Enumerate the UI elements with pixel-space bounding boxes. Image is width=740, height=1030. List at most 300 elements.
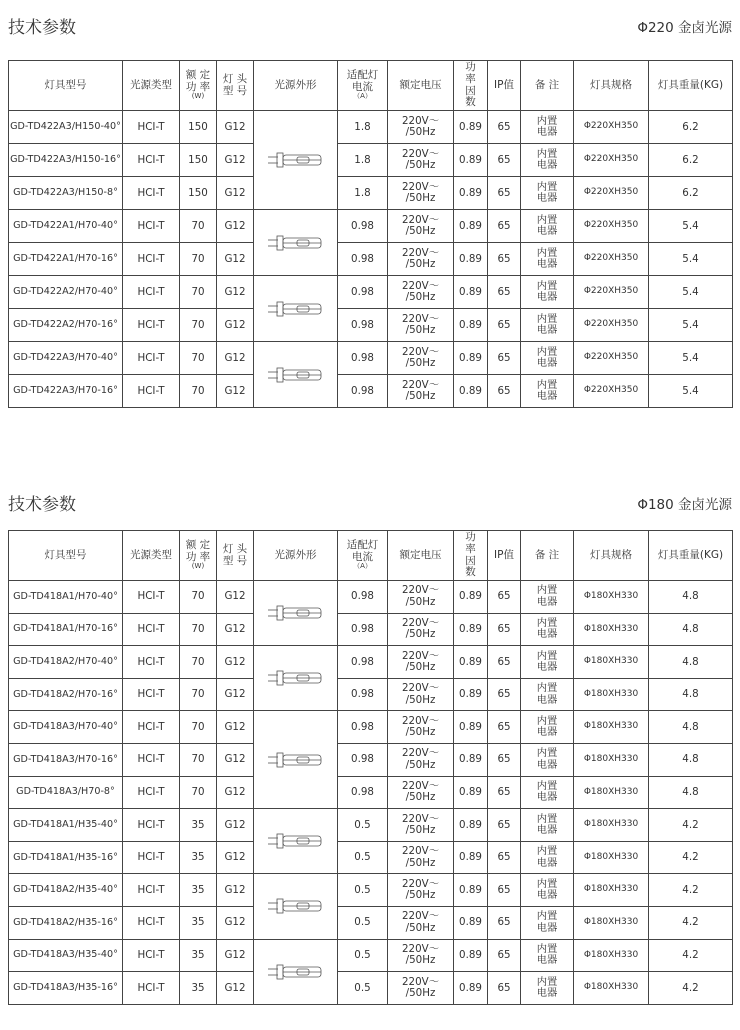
section-2-title: 技术参数 xyxy=(8,495,76,515)
cell-power-value: 70 xyxy=(191,351,205,364)
cell-source-type-value: HCI-T xyxy=(137,753,165,766)
cell-note-value: 内置 电器 xyxy=(536,378,558,402)
cell-model xyxy=(9,711,123,744)
cell-current xyxy=(338,711,388,744)
header-power-factor xyxy=(454,531,488,581)
header-base-label: 灯 头 型 号 xyxy=(222,72,248,97)
cell-base xyxy=(217,841,254,874)
cell-base-value: G12 xyxy=(224,120,246,133)
cell-current xyxy=(338,678,388,711)
cell-dimension xyxy=(574,276,649,309)
cell-power xyxy=(180,243,217,276)
cell-voltage xyxy=(388,711,454,744)
header-base-label: 灯 头 型 号 xyxy=(222,542,248,567)
cell-base-value: G12 xyxy=(224,655,246,668)
cell-model-value: GD-TD418A1/H70-40° xyxy=(13,590,118,602)
header-note xyxy=(521,61,574,111)
cell-model-value: GD-TD418A1/H70-16° xyxy=(13,623,118,635)
cell-weight xyxy=(649,743,733,776)
cell-power-factor-value: 0.89 xyxy=(459,622,482,635)
table-row xyxy=(9,613,733,646)
cell-current xyxy=(338,144,388,177)
cell-note-value: 内置 电器 xyxy=(536,812,558,836)
cell-power-factor xyxy=(454,177,488,210)
cell-dimension-value: Φ220XH350 xyxy=(583,121,639,132)
cell-source-type xyxy=(123,177,180,210)
cell-weight-value: 4.2 xyxy=(682,981,699,994)
cell-power-value: 70 xyxy=(191,318,205,331)
cell-power-value: 70 xyxy=(191,590,205,603)
spec-table-1 xyxy=(8,60,733,408)
cell-source-type-value: HCI-T xyxy=(137,818,165,831)
cell-weight-value: 4.8 xyxy=(682,720,699,733)
cell-voltage-value: 220V～ /50Hz xyxy=(402,812,439,836)
cell-model-value: GD-TD422A1/H70-16° xyxy=(13,252,118,264)
cell-note xyxy=(521,906,574,939)
cell-note xyxy=(521,309,574,342)
cell-note xyxy=(521,111,574,144)
cell-source-type xyxy=(123,375,180,408)
cell-source-type-value: HCI-T xyxy=(137,590,165,603)
cell-power xyxy=(180,309,217,342)
cell-current-value: 0.5 xyxy=(354,883,371,896)
cell-model xyxy=(9,841,123,874)
cell-power-value: 70 xyxy=(191,720,205,733)
cell-voltage xyxy=(388,243,454,276)
cell-ip xyxy=(488,841,521,874)
cell-current-value: 0.98 xyxy=(351,285,374,298)
cell-dimension xyxy=(574,678,649,711)
cell-source-type xyxy=(123,678,180,711)
cell-power-value: 70 xyxy=(191,219,205,232)
cell-power-factor xyxy=(454,776,488,809)
cell-weight-value: 5.4 xyxy=(682,351,699,364)
cell-model-value: GD-TD422A3/H70-16° xyxy=(13,384,118,396)
cell-power-factor-value: 0.89 xyxy=(459,219,482,232)
cell-ip xyxy=(488,309,521,342)
cell-weight-value: 4.2 xyxy=(682,818,699,831)
header-current-unit: （A） xyxy=(353,92,372,101)
cell-current xyxy=(338,646,388,679)
cell-note-value: 内置 电器 xyxy=(536,682,558,706)
cell-voltage-value: 220V～ /50Hz xyxy=(402,975,439,999)
cell-note-value: 内置 电器 xyxy=(536,877,558,902)
cell-power-factor xyxy=(454,874,488,907)
cell-power-factor xyxy=(454,111,488,144)
cell-source-type xyxy=(123,711,180,744)
spec-table-2 xyxy=(8,530,733,1005)
cell-dimension xyxy=(574,210,649,243)
cell-voltage-value: 220V～ /50Hz xyxy=(402,780,439,804)
cell-base-value: G12 xyxy=(224,688,246,701)
header-model xyxy=(9,61,123,111)
cell-note xyxy=(521,646,574,679)
cell-source-type-value: HCI-T xyxy=(137,981,165,994)
cell-power-value: 70 xyxy=(191,753,205,766)
cell-current xyxy=(338,210,388,243)
cell-voltage-value: 220V～ /50Hz xyxy=(402,180,439,204)
cell-power-factor xyxy=(454,309,488,342)
cell-model xyxy=(9,743,123,776)
header-current-unit: （A） xyxy=(353,562,372,571)
cell-current xyxy=(338,906,388,939)
cell-note xyxy=(521,711,574,744)
cell-source-type xyxy=(123,111,180,144)
cell-source-type xyxy=(123,809,180,842)
cell-model-value: GD-TD422A3/H150-16° xyxy=(10,153,121,165)
cell-ip-value: 65 xyxy=(497,120,511,133)
cell-lamp-shape xyxy=(254,111,338,210)
cell-power xyxy=(180,874,217,907)
cell-weight-value: 5.4 xyxy=(682,219,699,232)
cell-weight xyxy=(649,210,733,243)
cell-voltage-value: 220V～ /50Hz xyxy=(402,617,439,641)
cell-dimension xyxy=(574,342,649,375)
cell-base-value: G12 xyxy=(224,916,246,929)
cell-power-factor-value: 0.89 xyxy=(459,753,482,766)
cell-model xyxy=(9,581,123,614)
cell-voltage-value: 220V～ /50Hz xyxy=(402,246,439,270)
cell-lamp-shape xyxy=(254,939,338,1004)
cell-model-value: GD-TD418A2/H35-40° xyxy=(13,884,118,896)
cell-weight xyxy=(649,375,733,408)
cell-voltage-value: 220V～ /50Hz xyxy=(402,682,439,706)
cell-power xyxy=(180,678,217,711)
cell-power-value: 70 xyxy=(191,622,205,635)
cell-current-value: 0.98 xyxy=(351,252,374,265)
cell-source-type-value: HCI-T xyxy=(137,318,165,331)
cell-voltage-value: 220V～ /50Hz xyxy=(402,279,439,303)
cell-voltage-value: 220V～ /50Hz xyxy=(402,147,439,171)
cell-weight xyxy=(649,906,733,939)
cell-power-factor xyxy=(454,711,488,744)
cell-ip-value: 65 xyxy=(497,916,511,929)
cell-power-factor xyxy=(454,613,488,646)
cell-current-value: 0.98 xyxy=(351,785,374,798)
cell-current-value: 1.8 xyxy=(354,120,371,133)
cell-base xyxy=(217,743,254,776)
cell-lamp-shape xyxy=(254,711,338,809)
cell-power-factor-value: 0.89 xyxy=(459,590,482,603)
cell-voltage xyxy=(388,210,454,243)
cell-voltage-value: 220V～ /50Hz xyxy=(402,345,439,369)
cell-model xyxy=(9,809,123,842)
cell-power-value: 70 xyxy=(191,285,205,298)
cell-current-value: 0.98 xyxy=(351,590,374,603)
cell-lamp-shape xyxy=(254,210,338,276)
cell-power-factor-value: 0.89 xyxy=(459,851,482,864)
cell-power xyxy=(180,210,217,243)
cell-note-value: 内置 电器 xyxy=(536,345,558,369)
cell-weight-value: 4.2 xyxy=(682,948,699,961)
cell-power-value: 70 xyxy=(191,384,205,397)
cell-weight xyxy=(649,581,733,614)
table-row xyxy=(9,711,733,744)
cell-model-value: GD-TD418A3/H35-40° xyxy=(13,949,118,961)
cell-note xyxy=(521,613,574,646)
cell-current xyxy=(338,581,388,614)
cell-lamp-shape xyxy=(254,809,338,874)
cell-power-value: 35 xyxy=(191,948,205,961)
header-source-type xyxy=(123,531,180,581)
cell-base xyxy=(217,613,254,646)
cell-base-value: G12 xyxy=(224,753,246,766)
cell-note xyxy=(521,375,574,408)
cell-base xyxy=(217,177,254,210)
cell-ip-value: 65 xyxy=(497,153,511,166)
cell-ip xyxy=(488,874,521,907)
cell-base-value: G12 xyxy=(224,252,246,265)
cell-weight-value: 4.2 xyxy=(682,851,699,864)
cell-voltage xyxy=(388,906,454,939)
cell-model xyxy=(9,309,123,342)
header-base xyxy=(217,61,254,111)
cell-power xyxy=(180,711,217,744)
cell-current-value: 0.98 xyxy=(351,384,374,397)
cell-dimension xyxy=(574,375,649,408)
cell-lamp-shape xyxy=(254,581,338,646)
table-row xyxy=(9,809,733,842)
header-weight-label: 灯具重量(KG) xyxy=(657,548,724,561)
cell-source-type xyxy=(123,646,180,679)
cell-source-type-value: HCI-T xyxy=(137,219,165,232)
cell-model xyxy=(9,906,123,939)
cell-model xyxy=(9,375,123,408)
cell-current-value: 0.98 xyxy=(351,753,374,766)
cell-power-value: 150 xyxy=(188,186,208,199)
cell-model-value: GD-TD422A3/H150-8° xyxy=(13,186,118,198)
cell-voltage xyxy=(388,581,454,614)
cell-weight xyxy=(649,809,733,842)
cell-power-factor xyxy=(454,841,488,874)
cell-power-factor-value: 0.89 xyxy=(459,883,482,896)
cell-ip-value: 65 xyxy=(497,688,511,701)
table-row xyxy=(9,342,733,375)
cell-note xyxy=(521,210,574,243)
cell-base xyxy=(217,243,254,276)
header-source-type xyxy=(123,61,180,111)
cell-base-value: G12 xyxy=(224,590,246,603)
cell-current-value: 0.98 xyxy=(351,622,374,635)
cell-model-value: GD-TD418A3/H70-40° xyxy=(13,721,118,733)
cell-weight xyxy=(649,678,733,711)
cell-source-type xyxy=(123,144,180,177)
cell-voltage-value: 220V～ /50Hz xyxy=(402,114,439,138)
cell-note-value: 内置 电器 xyxy=(536,312,558,336)
cell-weight xyxy=(649,939,733,972)
cell-ip-value: 65 xyxy=(497,285,511,298)
cell-power xyxy=(180,939,217,972)
cell-note-value: 内置 电器 xyxy=(536,246,558,270)
header-power-unit: (W) xyxy=(191,92,205,101)
cell-voltage xyxy=(388,939,454,972)
cell-note xyxy=(521,177,574,210)
cell-model-value: GD-TD418A2/H35-16° xyxy=(13,916,118,928)
cell-weight-value: 4.8 xyxy=(682,753,699,766)
table-row xyxy=(9,581,733,614)
cell-current xyxy=(338,276,388,309)
table-row xyxy=(9,276,733,309)
cell-ip-value: 65 xyxy=(497,851,511,864)
cell-dimension-value: Φ180XH330 xyxy=(583,754,639,765)
cell-base-value: G12 xyxy=(224,720,246,733)
cell-weight xyxy=(649,972,733,1005)
table-row xyxy=(9,678,733,711)
cell-base xyxy=(217,776,254,809)
cell-note xyxy=(521,243,574,276)
cell-source-type xyxy=(123,776,180,809)
cell-current xyxy=(338,874,388,907)
cell-source-type-value: HCI-T xyxy=(137,120,165,133)
cell-ip xyxy=(488,375,521,408)
cell-weight-value: 5.4 xyxy=(682,384,699,397)
cell-voltage xyxy=(388,309,454,342)
cell-dimension-value: Φ180XH330 xyxy=(583,851,639,862)
cell-note-value: 内置 电器 xyxy=(536,213,558,237)
header-lamp-shape xyxy=(254,531,338,581)
cell-power xyxy=(180,144,217,177)
header-note-label: 备 注 xyxy=(534,78,560,91)
cell-base-value: G12 xyxy=(224,785,246,798)
cell-base-value: G12 xyxy=(224,285,246,298)
cell-dimension xyxy=(574,874,649,907)
cell-base-value: G12 xyxy=(224,351,246,364)
cell-weight xyxy=(649,276,733,309)
cell-dimension xyxy=(574,646,649,679)
section-1-subtitle: Φ220 金卤光源 xyxy=(637,20,732,36)
cell-power-factor-value: 0.89 xyxy=(459,285,482,298)
cell-dimension-value: Φ180XH330 xyxy=(583,949,639,960)
cell-ip xyxy=(488,678,521,711)
cell-voltage xyxy=(388,809,454,842)
lamp-shape-icon xyxy=(266,960,326,984)
cell-voltage-value: 220V～ /50Hz xyxy=(402,943,439,967)
cell-power-factor xyxy=(454,809,488,842)
cell-power xyxy=(180,646,217,679)
cell-weight xyxy=(649,711,733,744)
cell-dimension-value: Φ180XH330 xyxy=(583,591,639,602)
cell-power-value: 70 xyxy=(191,785,205,798)
lamp-shape-icon xyxy=(266,148,326,172)
cell-ip-value: 65 xyxy=(497,622,511,635)
cell-ip-value: 65 xyxy=(497,186,511,199)
cell-source-type-value: HCI-T xyxy=(137,186,165,199)
cell-current xyxy=(338,375,388,408)
cell-current xyxy=(338,243,388,276)
cell-model-value: GD-TD418A2/H70-40° xyxy=(13,655,118,667)
cell-weight xyxy=(649,841,733,874)
cell-note-value: 内置 电器 xyxy=(536,780,558,804)
cell-weight-value: 5.4 xyxy=(682,252,699,265)
cell-ip xyxy=(488,210,521,243)
cell-ip xyxy=(488,276,521,309)
cell-note xyxy=(521,743,574,776)
cell-current xyxy=(338,177,388,210)
cell-base-value: G12 xyxy=(224,818,246,831)
cell-source-type-value: HCI-T xyxy=(137,384,165,397)
cell-voltage-value: 220V～ /50Hz xyxy=(402,747,439,771)
cell-voltage-value: 220V～ /50Hz xyxy=(402,649,439,673)
cell-voltage-value: 220V～ /50Hz xyxy=(402,910,439,934)
cell-dimension-value: Φ180XH330 xyxy=(583,688,639,699)
cell-voltage-value: 220V～ /50Hz xyxy=(402,312,439,336)
header-weight xyxy=(649,531,733,581)
header-power-label: 额 定 功 率 xyxy=(185,539,211,563)
header-power xyxy=(180,531,217,581)
cell-current-value: 0.5 xyxy=(354,851,371,864)
cell-base-value: G12 xyxy=(224,186,246,199)
cell-weight xyxy=(649,613,733,646)
cell-weight xyxy=(649,144,733,177)
cell-model xyxy=(9,111,123,144)
cell-weight-value: 4.8 xyxy=(682,785,699,798)
cell-model xyxy=(9,939,123,972)
cell-ip xyxy=(488,177,521,210)
cell-power-factor-value: 0.89 xyxy=(459,785,482,798)
header-power-factor-label: 功 率 因 数 xyxy=(465,61,476,109)
cell-ip xyxy=(488,743,521,776)
cell-source-type-value: HCI-T xyxy=(137,720,165,733)
cell-source-type-value: HCI-T xyxy=(137,153,165,166)
header-lamp-shape-label: 光源外形 xyxy=(274,548,317,561)
cell-model-value: GD-TD422A2/H70-40° xyxy=(13,285,118,297)
header-lamp-shape-label: 光源外形 xyxy=(274,78,317,91)
cell-power xyxy=(180,743,217,776)
cell-lamp-shape xyxy=(254,874,338,939)
cell-power xyxy=(180,809,217,842)
cell-current xyxy=(338,743,388,776)
cell-note xyxy=(521,939,574,972)
cell-power-factor-value: 0.89 xyxy=(459,720,482,733)
cell-source-type xyxy=(123,276,180,309)
cell-lamp-shape xyxy=(254,646,338,711)
cell-model-value: GD-TD418A3/H70-8° xyxy=(16,786,115,798)
cell-voltage xyxy=(388,972,454,1005)
cell-power xyxy=(180,841,217,874)
cell-power-factor-value: 0.89 xyxy=(459,948,482,961)
cell-power xyxy=(180,581,217,614)
cell-current-value: 1.8 xyxy=(354,186,371,199)
cell-ip xyxy=(488,906,521,939)
cell-base-value: G12 xyxy=(224,318,246,331)
cell-power-value: 35 xyxy=(191,851,205,864)
header-current xyxy=(338,61,388,111)
header-base xyxy=(217,531,254,581)
cell-power xyxy=(180,177,217,210)
table-row xyxy=(9,841,733,874)
cell-current-value: 0.5 xyxy=(354,981,371,994)
cell-model xyxy=(9,243,123,276)
header-current-label: 适配灯 电流 xyxy=(346,539,379,563)
header-dimension-label: 灯具规格 xyxy=(590,78,632,91)
cell-note-value: 内置 电器 xyxy=(536,714,558,739)
header-power xyxy=(180,61,217,111)
cell-model xyxy=(9,210,123,243)
header-ip xyxy=(488,61,521,111)
cell-dimension-value: Φ220XH350 xyxy=(583,385,639,396)
cell-base-value: G12 xyxy=(224,384,246,397)
cell-ip xyxy=(488,939,521,972)
cell-power-value: 70 xyxy=(191,252,205,265)
table-row xyxy=(9,874,733,907)
cell-dimension xyxy=(574,613,649,646)
cell-power-factor xyxy=(454,144,488,177)
cell-ip-value: 65 xyxy=(497,219,511,232)
lamp-shape-icon xyxy=(266,894,326,918)
cell-ip-value: 65 xyxy=(497,351,511,364)
cell-dimension-value: Φ180XH330 xyxy=(583,884,639,895)
cell-note-value: 内置 电器 xyxy=(536,279,558,303)
